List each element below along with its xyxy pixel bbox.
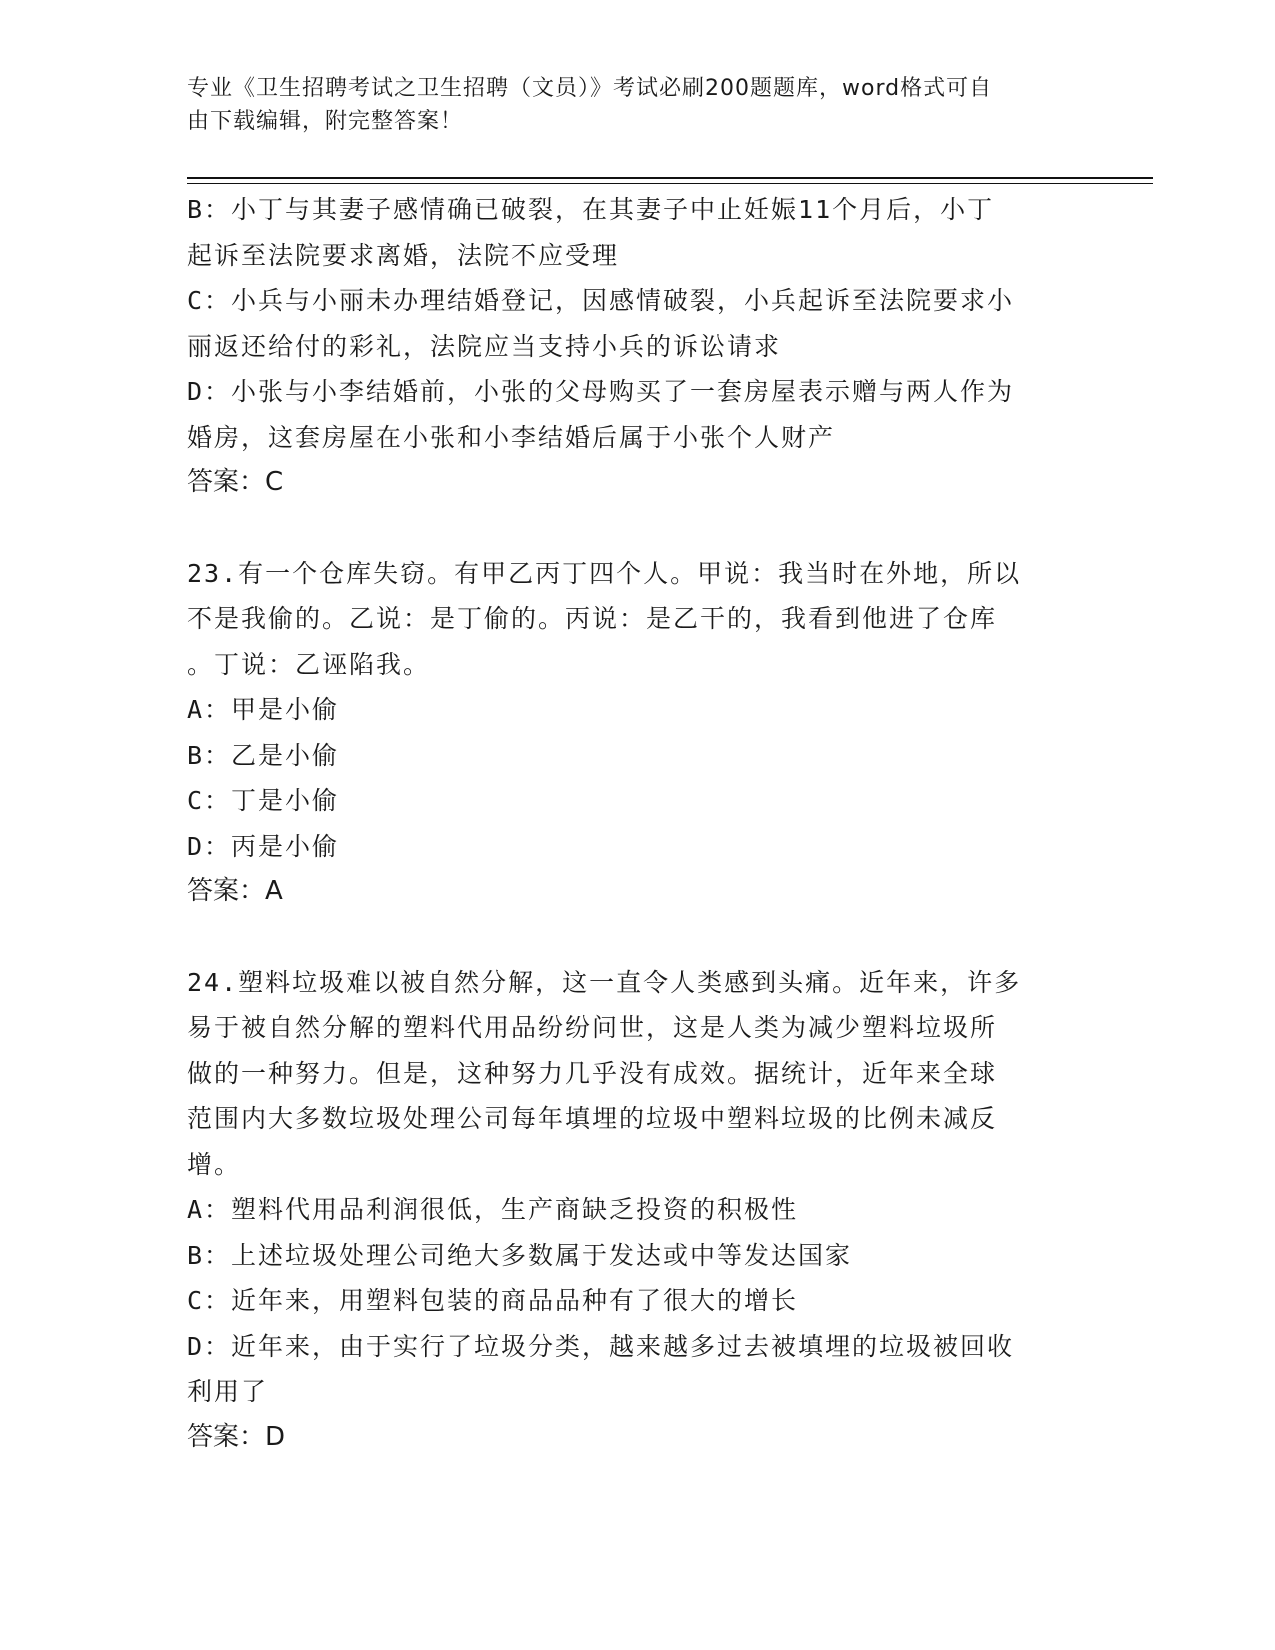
q22-option-b-line-2: 起诉至法院要求离婚，法院不应受理 (187, 240, 620, 270)
q24-option-d-line-1: D：近年来，由于实行了垃圾分类，越来越多过去被填埋的垃圾被回收 (187, 1331, 1015, 1361)
q22-option-c-line-1: C：小兵与小丽未办理结婚登记，因感情破裂，小兵起诉至法院要求小 (187, 286, 1015, 315)
q23-option-b: B：乙是小偷 (187, 740, 340, 770)
q23-answer: 答案：A (187, 876, 283, 906)
question-list (187, 187, 1087, 1460)
q24-option-d-line-2: 利用了 (187, 1377, 269, 1406)
q23-option-a: A：甲是小偷 (187, 695, 340, 724)
q22-option-d-line-2: 婚房，这套房屋在小张和小李结婚后属于小张个人财产 (187, 422, 836, 452)
question-spacer (187, 506, 1087, 551)
q22-option-b-line-1: B：小丁与其妻子感情确已破裂，在其妻子中止妊娠11个月后，小丁 (187, 195, 995, 224)
q23-stem-line-3: 。丁说：乙诬陷我。 (187, 649, 431, 679)
q23-option-d: D：丙是小偷 (187, 831, 340, 861)
header-title-line-1: 专业《卫生招聘考试之卫生招聘（文员）》考试必刷200题题库，word格式可自 (187, 76, 993, 101)
q24-stem-line-5: 增。 (187, 1149, 242, 1179)
q24-option-b: B：上述垃圾处理公司绝大多数属于发达或中等发达国家 (187, 1240, 853, 1270)
question-spacer (187, 915, 1087, 960)
q24-stem-line-4: 范围内大多数垃圾处理公司每年填埋的垃圾中塑料垃圾的比例未减反 (187, 1104, 998, 1133)
header-title-line-2: 由下载编辑，附完整答案！ (187, 109, 464, 134)
q23-stem-line-1: 23.有一个仓库失窃。有甲乙丙丁四个人。甲说：我当时在外地，所以 (187, 558, 1022, 588)
q23-stem-line-2: 不是我偷的。乙说：是丁偷的。丙说：是乙干的，我看到他进了仓库 (187, 604, 998, 633)
document-header (187, 72, 1067, 138)
q24-answer: 答案：D (187, 1421, 286, 1452)
header-rule-thin (187, 183, 1153, 184)
question-24 (187, 960, 1087, 1461)
header-rule-thick (187, 177, 1153, 179)
question-22 (187, 187, 1087, 506)
question-23 (187, 551, 1087, 915)
q22-option-c-line-2: 丽返还给付的彩礼，法院应当支持小兵的诉讼请求 (187, 331, 782, 361)
q24-option-a: A：塑料代用品利润很低，生产商缺乏投资的积极性 (187, 1195, 799, 1224)
q22-option-d-line-1: D：小张与小李结婚前，小张的父母购买了一套房屋表示赠与两人作为 (187, 377, 1015, 406)
q24-stem-line-2: 易于被自然分解的塑料代用品纷纷问世，这是人类为减少塑料垃圾所 (187, 1013, 998, 1042)
q23-option-c: C：丁是小偷 (187, 786, 340, 815)
q22-answer: 答案：C (187, 467, 284, 497)
q24-stem-line-1: 24.塑料垃圾难以被自然分解，这一直令人类感到头痛。近年来，许多 (187, 967, 1022, 997)
q24-option-c: C：近年来，用塑料包装的商品品种有了很大的增长 (187, 1286, 799, 1315)
q24-stem-line-3: 做的一种努力。但是，这种努力几乎没有成效。据统计，近年来全球 (187, 1058, 998, 1088)
